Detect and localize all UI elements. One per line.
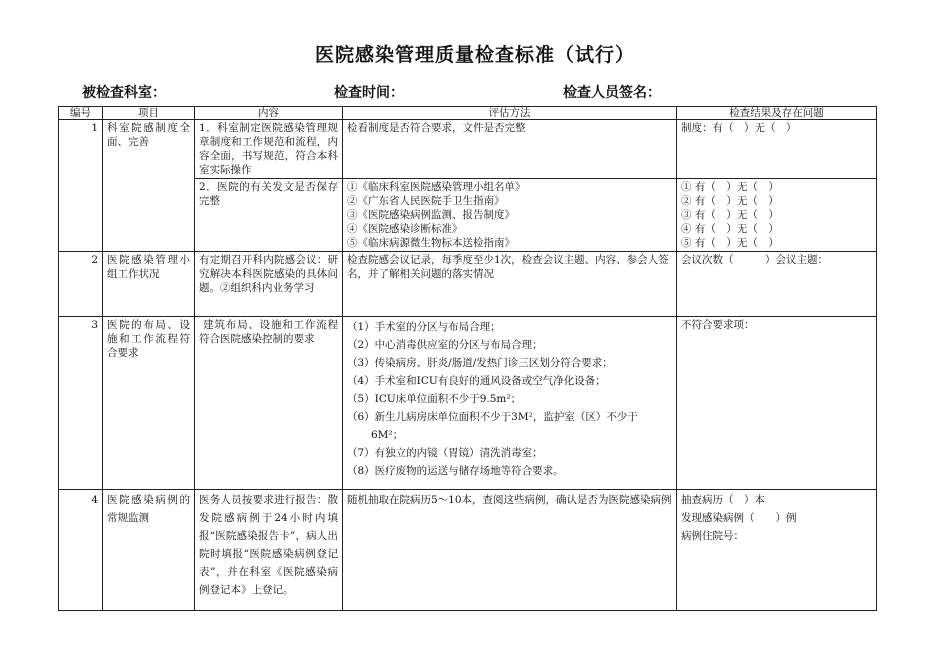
list-item: ① 有（ ）无（ ） — [681, 181, 779, 193]
header-number: 编号 — [59, 107, 103, 120]
row-result-list — [677, 179, 877, 252]
row-number: 4 — [59, 490, 103, 611]
row-content: 2．医院的有关发文是否保存完整 — [195, 179, 343, 252]
list-item: （4）手术室和ICU有良好的通风设备或空气净化设备； — [347, 375, 606, 387]
list-item: ②《广东省人民医院手卫生指南》 — [347, 195, 505, 207]
list-item: （8）医疗废物的运送与储存场地等符合要求。 — [347, 465, 564, 477]
list-item: ④ 有（ ）无（ ） — [681, 223, 779, 235]
list-item: （3）传染病房、肝炎/肠道/发热门诊三区划分符合要求； — [347, 357, 613, 369]
row-method: 检查院感会议记录，每季度至少1次，检查会议主题、内容、参会人签名，并了解相关问题的落实情况 — [343, 252, 677, 317]
list-item: 6M²； — [371, 429, 404, 441]
list-item: （2）中心消毒供应室的分区与布局合理； — [347, 339, 543, 351]
row-number: 3 — [59, 317, 103, 490]
dept-label: 被检查科室： — [82, 85, 166, 101]
row-result-list — [677, 490, 877, 611]
list-item: ③《医院感染病例监测、报告制度》 — [347, 209, 515, 221]
list-item: 发现感染病例（ ）例 — [681, 512, 797, 524]
row-method-list — [343, 179, 677, 252]
row-number: 2 — [59, 252, 103, 317]
row-content: 建筑布局、设施和工作流程符合医院感染控制的要求 — [195, 317, 343, 490]
inspector-label: 检查人员签名： — [563, 85, 661, 101]
header-result: 检查结果及存在问题 — [677, 107, 877, 120]
page-title: 医院感染管理质量检查标准（试行） — [314, 44, 635, 66]
list-item: ③ 有（ ）无（ ） — [681, 209, 779, 221]
list-item: （1）手术室的分区与布局合理； — [347, 321, 501, 333]
list-item: ①《临床科室医院感染管理小组名单》 — [347, 181, 526, 193]
inspection-table — [58, 106, 877, 611]
row-result: 制度：有（ ）无（ ） — [677, 120, 877, 179]
table-row — [59, 490, 877, 611]
list-item: 病例住院号： — [681, 530, 744, 542]
list-item: （6）新生儿病房床单位面积不少于3M²，监护室（区）不少于 — [347, 411, 638, 423]
list-item: （7）有独立的内镜（胃镜）清洗消毒室； — [347, 447, 543, 459]
list-item: （5）ICU床单位面积不少于9.5m²； — [347, 393, 522, 405]
table-row — [59, 317, 877, 490]
row-method: 检看制度是否符合要求，文件是否完整 — [343, 120, 677, 179]
list-item: ⑤ 有（ ）无（ ） — [681, 237, 779, 249]
row-item: 医院的布局、设施和工作流程符合要求 — [103, 317, 195, 490]
row-result: 会议次数（ ）会议主题： — [677, 252, 877, 317]
list-item: ④《医院感染诊断标准》 — [347, 223, 463, 235]
row-method-list — [343, 317, 677, 490]
row-item: 医院感染管理小组工作状况 — [103, 252, 195, 317]
header-method: 评估方法 — [343, 107, 677, 120]
row-item: 医院感染病例的常规监测 — [103, 490, 195, 611]
time-label: 检查时间： — [334, 85, 404, 101]
header-item: 项目 — [103, 107, 195, 120]
list-item: ⑤《临床病源微生物标本送检指南》 — [347, 237, 515, 249]
row-method: 随机抽取在院病历5～10本，查阅这些病例，确认是否为医院感染病例 — [343, 490, 677, 611]
row-content: 1．科室制定医院感染管理规章制度和工作规范和流程，内容全面，书写规范，符合本科室实际操作 — [195, 120, 343, 179]
row-content: 医务人员按要求进行报告：散发院感病例于24小时内填报“医院感染报告卡”，病人出院时填报“医院感染病例登记表”，并在科室《医院感染病例登记本》上登记。 — [195, 490, 343, 611]
header-row — [59, 107, 877, 120]
header-content: 内容 — [195, 107, 343, 120]
table-row — [59, 120, 877, 179]
table-row — [59, 252, 877, 317]
list-item: 抽查病历（ ）本 — [681, 494, 765, 506]
row-content: 有定期召开科内院感会议：研究解决本科医院感染的具体问题。②组织科内业务学习 — [195, 252, 343, 317]
list-item: ② 有（ ）无（ ） — [681, 195, 779, 207]
row-result: 不符合要求项： — [677, 317, 877, 490]
row-item: 科室院感制度全面、完善 — [103, 120, 195, 252]
row-number: 1 — [59, 120, 103, 252]
